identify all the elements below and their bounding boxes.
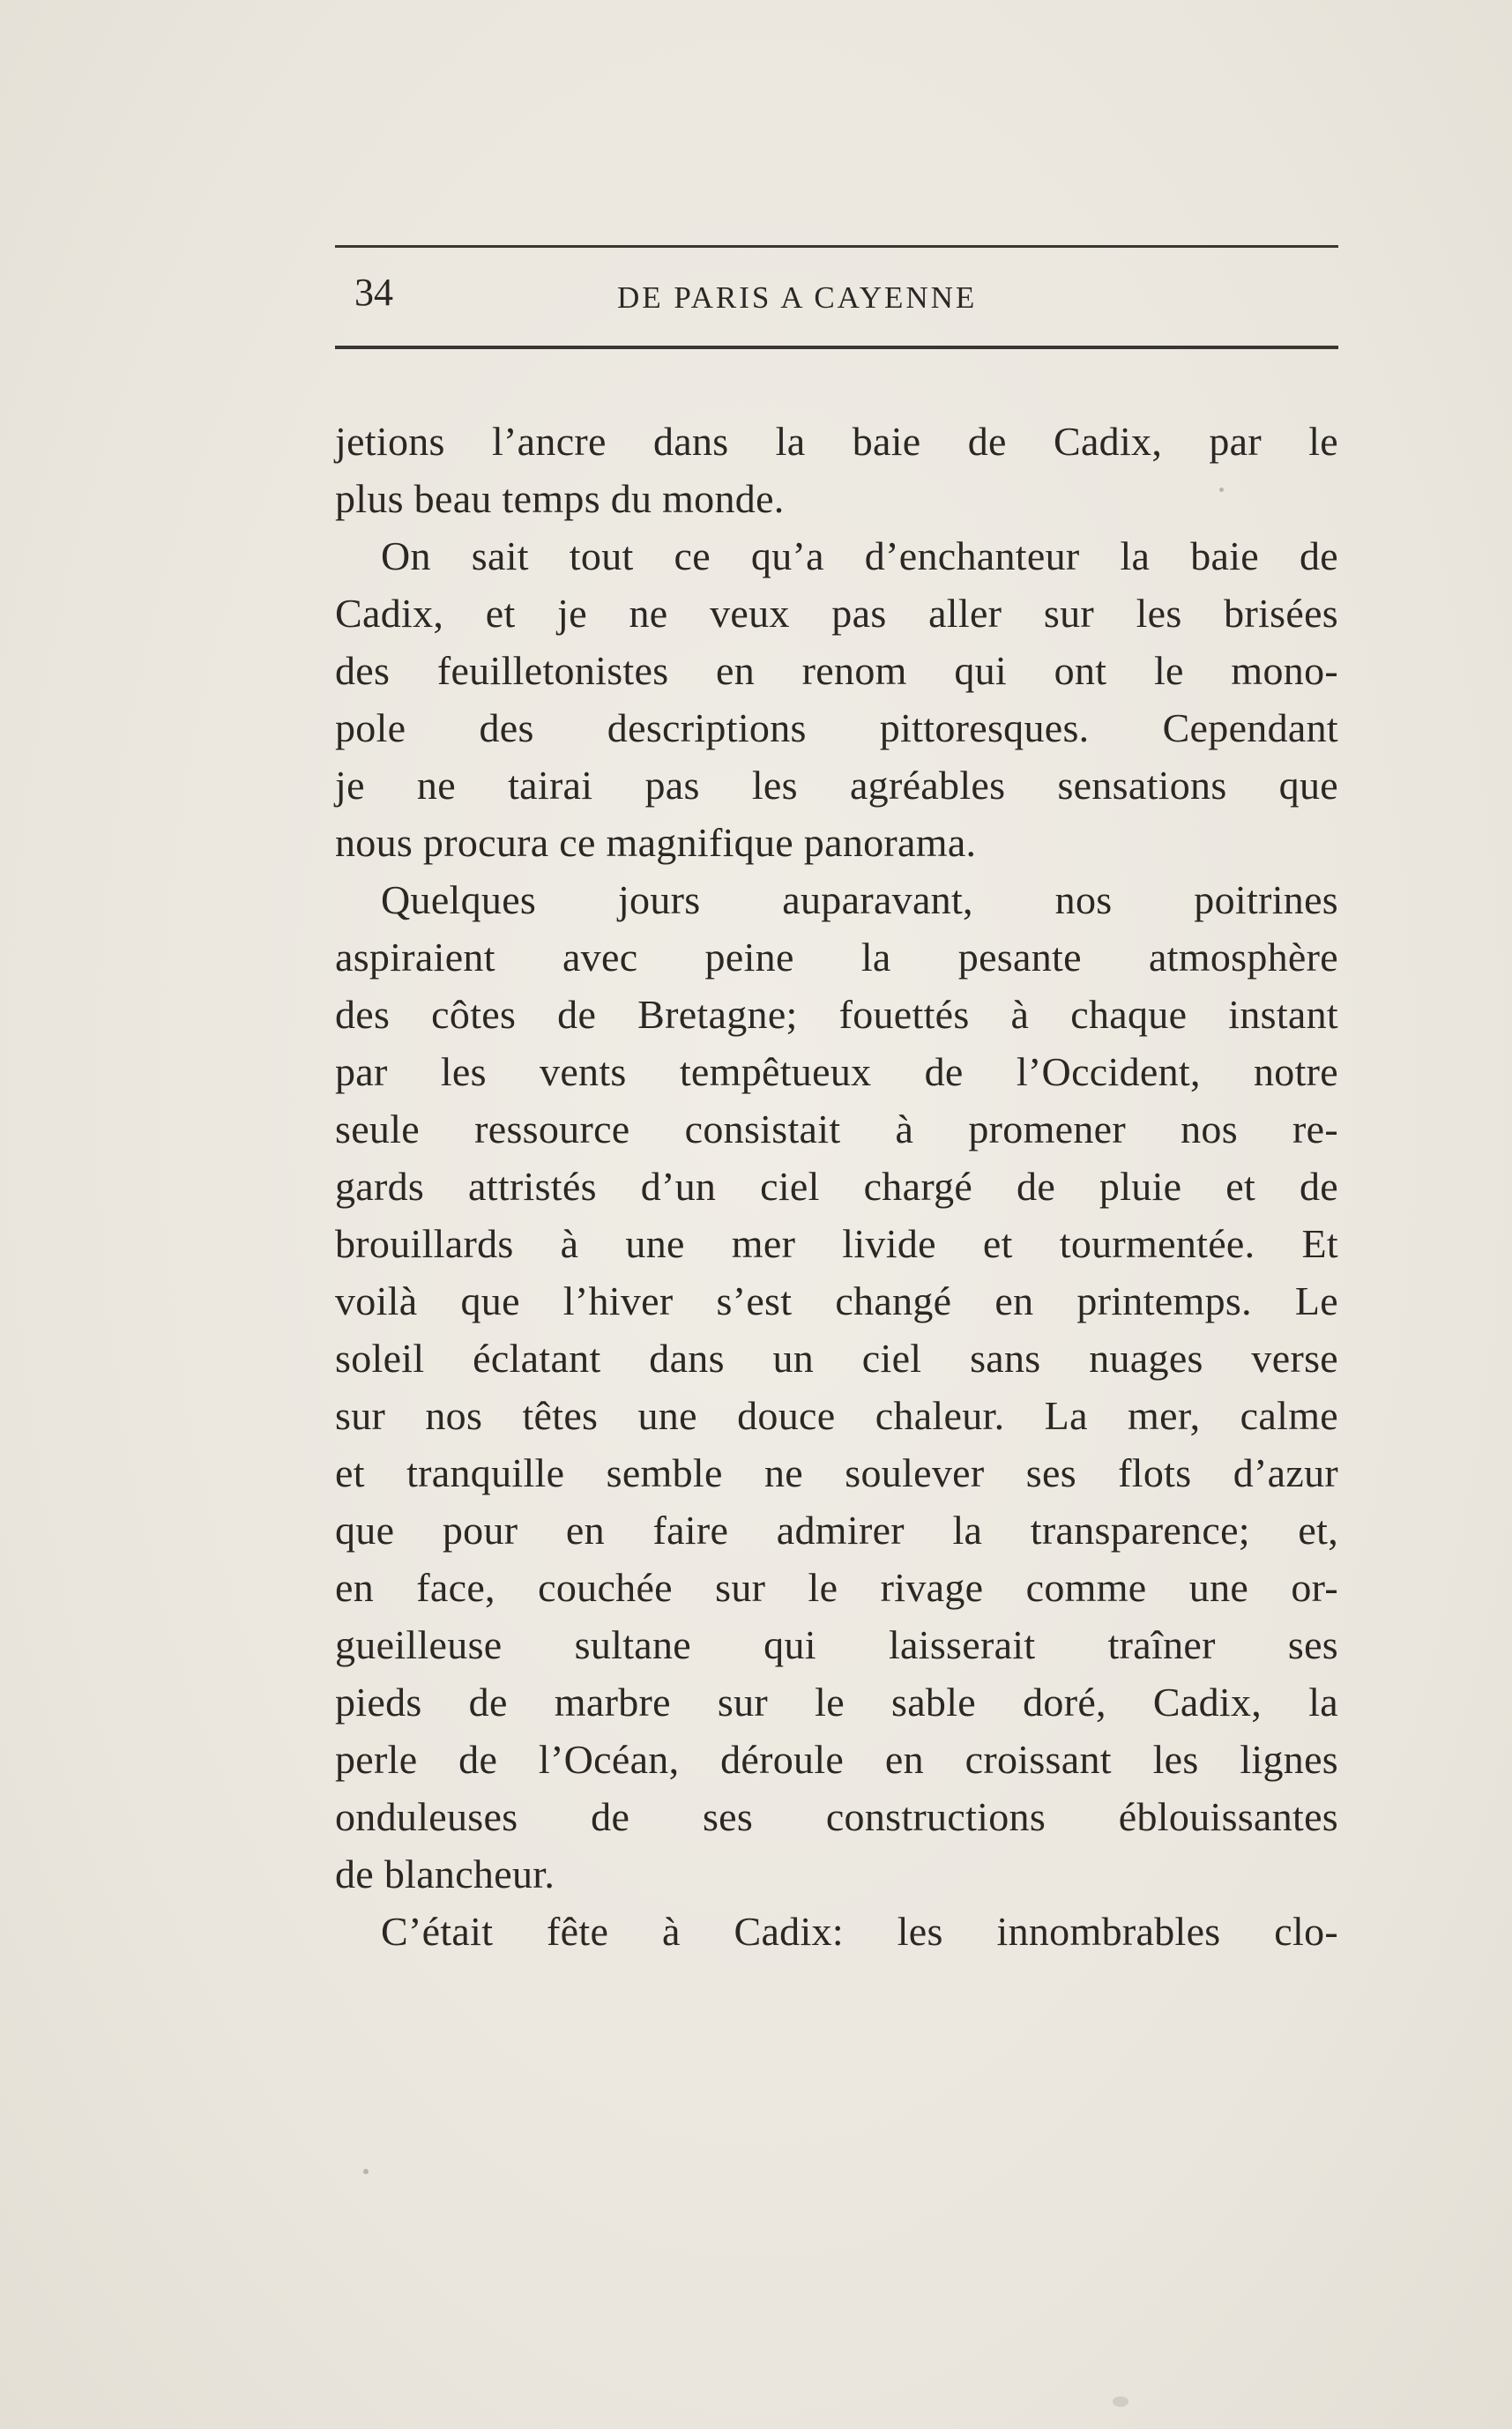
page-number: 34 [354,271,393,314]
text-line: C’était fête à Cadix: les innombrables clo- [381,1909,1338,1954]
text-line: perle de l’Océan, déroule en croissant les lignes [335,1737,1338,1782]
text-line: plus beau temps du monde. [335,476,785,521]
text-line: onduleuses de ses constructions éblouissantes [335,1794,1338,1839]
text-line: des feuilletonistes en renom qui ont le mono- [335,648,1338,693]
text-line: seule ressource consistait à promener nos re- [335,1106,1338,1151]
text-line: gards attristés d’un ciel chargé de pluie et de [335,1164,1338,1209]
text-line: et tranquille semble ne soulever ses flots d’azur [335,1450,1338,1495]
text-line: de blancheur. [335,1852,555,1896]
text-line: jetions l’ancre dans la baie de Cadix, par le [335,419,1338,464]
running-title: DE PARIS A CAYENNE [617,280,978,315]
paper-speck [363,2169,369,2174]
paper-speck [1113,2396,1128,2407]
text-line: que pour en faire admirer la transparence; et, [335,1508,1338,1553]
text-line: Quelques jours auparavant, nos poitrines [381,877,1338,922]
text-line: On sait tout ce qu’a d’enchanteur la baie de [381,533,1338,578]
paper-speck [1219,488,1224,492]
body-text [335,413,1338,1960]
text-line: soleil éclatant dans un ciel sans nuages verse [335,1336,1338,1381]
text-line: Cadix, et je ne veux pas aller sur les brisées [335,591,1338,636]
text-line: par les vents tempêtueux de l’Occident, notre [335,1049,1338,1094]
text-line: pole des descriptions pittoresques. Cependant [335,705,1338,750]
text-line: des côtes de Bretagne; fouettés à chaque instant [335,992,1338,1037]
header-bottom-rule [335,346,1338,349]
text-line: en face, couchée sur le rivage comme une or- [335,1565,1338,1610]
running-head [335,257,1338,328]
text-line: voilà que l’hiver s’est changé en printemps. Le [335,1278,1338,1323]
text-line: nous procura ce magnifique panorama. [335,820,977,865]
text-line: brouillards à une mer livide et tourmentée. Et [335,1221,1338,1266]
text-line: je ne tairai pas les agréables sensations que [335,763,1338,808]
text-line: aspiraient avec peine la pesante atmosphère [335,935,1338,980]
header-top-rule [335,245,1338,248]
text-line: gueilleuse sultane qui laisserait traîner ses [335,1622,1338,1667]
text-line: pieds de marbre sur le sable doré, Cadix, la [335,1680,1338,1725]
text-line: sur nos têtes une douce chaleur. La mer, calme [335,1393,1338,1438]
